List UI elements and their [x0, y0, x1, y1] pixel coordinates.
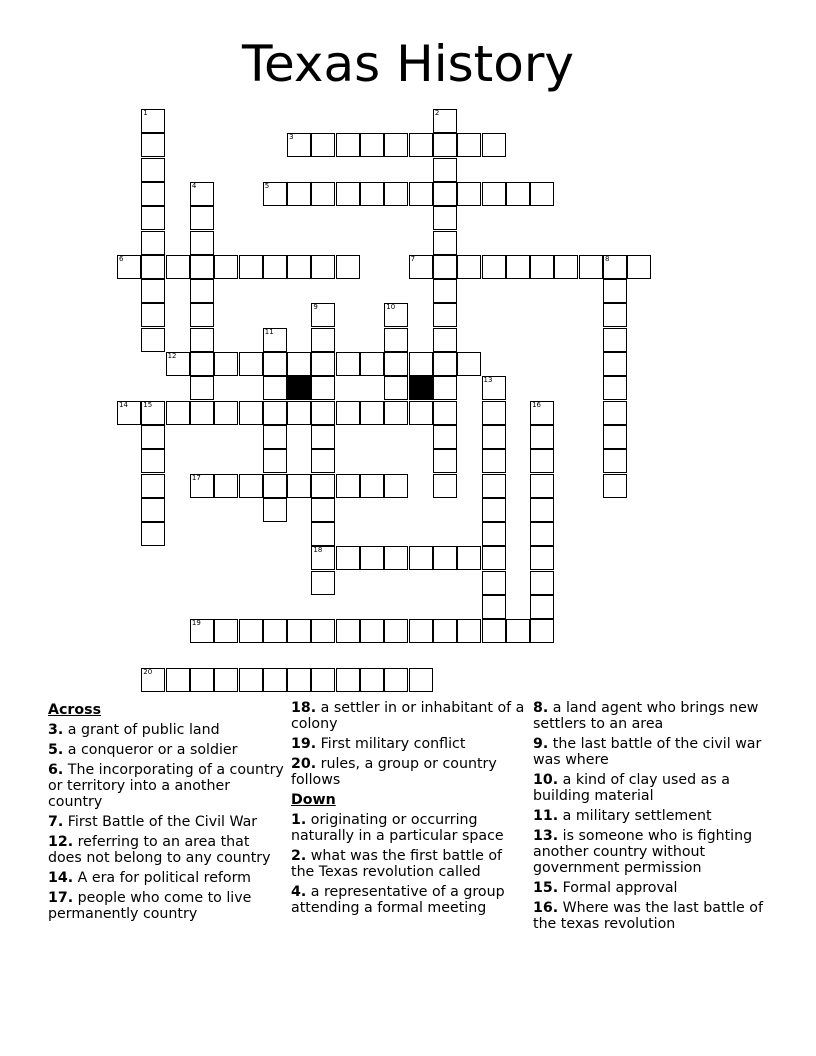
grid-cell[interactable]	[336, 133, 360, 157]
grid-cell[interactable]	[360, 546, 384, 570]
grid-cell[interactable]	[190, 231, 214, 255]
clue-number: 11.	[533, 808, 559, 824]
grid-cell[interactable]	[360, 352, 384, 376]
grid-cell[interactable]	[482, 449, 506, 473]
clue-text: a grant of public land	[67, 722, 220, 738]
grid-cell[interactable]	[506, 255, 530, 279]
clue-text: a kind of clay used as a building material	[533, 772, 730, 804]
grid-cell[interactable]	[190, 619, 214, 643]
grid-cell[interactable]	[384, 376, 408, 400]
grid-cell[interactable]	[384, 303, 408, 327]
clue-number: 16.	[533, 900, 559, 916]
clue-number-label: 1	[143, 109, 148, 117]
grid-cell[interactable]	[263, 401, 287, 425]
grid-cell[interactable]	[141, 231, 165, 255]
grid-cell[interactable]	[433, 449, 457, 473]
grid-cell[interactable]	[166, 352, 190, 376]
grid-cell[interactable]	[603, 376, 627, 400]
clue-number: 9.	[533, 736, 549, 752]
grid-cell[interactable]	[433, 376, 457, 400]
grid-cell[interactable]	[384, 401, 408, 425]
clue-number: 13.	[533, 828, 559, 844]
grid-block-cell	[287, 376, 311, 400]
grid-cell[interactable]	[627, 255, 651, 279]
grid-cell[interactable]	[141, 133, 165, 157]
grid-cell[interactable]	[141, 279, 165, 303]
clue-number-label: 15	[143, 400, 153, 409]
grid-cell[interactable]	[482, 595, 506, 619]
grid-cell[interactable]	[433, 109, 457, 133]
clue-text: is someone who is fighting another country without government permission	[533, 828, 753, 876]
grid-cell[interactable]	[311, 133, 335, 157]
clue-number-label: 12	[167, 352, 177, 360]
grid-cell[interactable]	[433, 279, 457, 303]
clue-text: referring to an area that does not belong to any country	[48, 834, 271, 866]
grid-cell[interactable]	[190, 376, 214, 400]
down-heading: Down	[291, 792, 336, 808]
clue-number: 6.	[48, 762, 64, 778]
grid-cell[interactable]	[433, 231, 457, 255]
grid-cell[interactable]	[311, 668, 335, 692]
grid-cell[interactable]	[482, 474, 506, 498]
grid-cell[interactable]	[190, 352, 214, 376]
grid-cell[interactable]	[457, 182, 481, 206]
down-clue	[291, 848, 527, 880]
grid-cell[interactable]	[263, 376, 287, 400]
grid-cell[interactable]	[263, 328, 287, 352]
grid-cell[interactable]	[482, 498, 506, 522]
grid-cell[interactable]	[482, 546, 506, 570]
grid-cell[interactable]	[603, 474, 627, 498]
grid-cell[interactable]	[409, 668, 433, 692]
grid-cell[interactable]	[336, 474, 360, 498]
grid-cell[interactable]	[457, 255, 481, 279]
grid-cell[interactable]	[141, 158, 165, 182]
grid-cell[interactable]	[603, 303, 627, 327]
clue-text: a military settlement	[562, 808, 712, 824]
clue-number: 17.	[48, 890, 74, 906]
grid-cell[interactable]	[190, 279, 214, 303]
grid-cell[interactable]	[214, 401, 238, 425]
grid-cell[interactable]	[166, 401, 190, 425]
grid-cell[interactable]	[287, 133, 311, 157]
clue-number: 7.	[48, 814, 64, 830]
grid-cell[interactable]	[239, 619, 263, 643]
down-clue	[291, 812, 527, 844]
grid-cell[interactable]	[482, 425, 506, 449]
grid-cell[interactable]	[360, 474, 384, 498]
grid-cell[interactable]	[287, 668, 311, 692]
grid-cell[interactable]	[311, 474, 335, 498]
grid-cell[interactable]	[530, 474, 554, 498]
grid-cell[interactable]	[311, 619, 335, 643]
grid-cell[interactable]	[263, 619, 287, 643]
grid-cell[interactable]	[433, 546, 457, 570]
grid-cell[interactable]	[311, 376, 335, 400]
grid-cell[interactable]	[433, 206, 457, 230]
grid-cell[interactable]	[530, 255, 554, 279]
grid-cell[interactable]	[409, 133, 433, 157]
grid-cell[interactable]	[384, 546, 408, 570]
grid-cell[interactable]	[603, 425, 627, 449]
grid-cell[interactable]	[311, 571, 335, 595]
grid-cell[interactable]	[457, 619, 481, 643]
clues-column-2	[291, 700, 527, 920]
grid-cell[interactable]	[433, 303, 457, 327]
clues-column-1	[48, 700, 284, 926]
grid-cell[interactable]	[214, 668, 238, 692]
grid-cell[interactable]	[482, 133, 506, 157]
grid-cell[interactable]	[239, 474, 263, 498]
clue-number: 18.	[291, 700, 317, 716]
across-clue	[48, 762, 284, 810]
grid-cell[interactable]	[336, 668, 360, 692]
clue-number: 3.	[48, 722, 64, 738]
down-clue	[533, 828, 773, 876]
clue-number: 8.	[533, 700, 549, 716]
grid-cell[interactable]	[360, 182, 384, 206]
grid-cell[interactable]	[141, 182, 165, 206]
grid-cell[interactable]	[239, 668, 263, 692]
grid-cell[interactable]	[141, 425, 165, 449]
grid-cell[interactable]	[311, 182, 335, 206]
grid-cell[interactable]	[482, 255, 506, 279]
grid-cell[interactable]	[263, 449, 287, 473]
down-clue	[533, 772, 773, 804]
grid-cell[interactable]	[384, 668, 408, 692]
grid-cell[interactable]	[409, 546, 433, 570]
grid-cell[interactable]	[482, 182, 506, 206]
grid-cell[interactable]	[603, 279, 627, 303]
clue-number: 19.	[291, 736, 317, 752]
grid-cell[interactable]	[214, 352, 238, 376]
clue-text: a settler in or inhabitant of a colony	[291, 700, 525, 732]
clue-number: 5.	[48, 742, 64, 758]
grid-cell[interactable]	[141, 668, 165, 692]
grid-cell[interactable]	[311, 352, 335, 376]
clue-number-label: 9	[313, 303, 318, 312]
grid-cell[interactable]	[506, 619, 530, 643]
grid-cell[interactable]	[141, 328, 165, 352]
clue-text: a representative of a group attending a formal meeting	[291, 884, 505, 916]
grid-cell[interactable]	[141, 401, 165, 425]
grid-cell[interactable]	[603, 449, 627, 473]
grid-cell[interactable]	[311, 401, 335, 425]
grid-cell[interactable]	[117, 401, 141, 425]
grid-cell[interactable]	[166, 668, 190, 692]
grid-cell[interactable]	[409, 401, 433, 425]
grid-cell[interactable]	[190, 474, 214, 498]
grid-cell[interactable]	[141, 449, 165, 473]
grid-cell[interactable]	[384, 474, 408, 498]
clue-number-label: 18	[313, 546, 323, 555]
grid-cell[interactable]	[336, 546, 360, 570]
clue-text: the last battle of the civil war was where	[533, 736, 762, 768]
down-clue	[291, 884, 527, 916]
grid-cell[interactable]	[287, 255, 311, 279]
clue-number-label: 6	[119, 254, 124, 263]
grid-cell[interactable]	[263, 425, 287, 449]
grid-cell[interactable]	[433, 352, 457, 376]
grid-cell[interactable]	[287, 182, 311, 206]
grid-cell[interactable]	[530, 595, 554, 619]
grid-block-cell	[409, 376, 433, 400]
grid-cell[interactable]	[311, 303, 335, 327]
grid-cell[interactable]	[287, 619, 311, 643]
grid-cell[interactable]	[311, 255, 335, 279]
clue-number-label: 13	[483, 376, 493, 385]
clue-number-label: 17	[191, 473, 201, 482]
grid-cell[interactable]	[384, 352, 408, 376]
grid-cell[interactable]	[336, 619, 360, 643]
clue-number-label: 20	[143, 667, 153, 676]
grid-cell[interactable]	[190, 303, 214, 327]
grid-cell[interactable]	[530, 571, 554, 595]
grid-cell[interactable]	[433, 401, 457, 425]
clue-number: 1.	[291, 812, 307, 828]
clue-text: A era for political reform	[77, 870, 252, 886]
grid-cell[interactable]	[530, 401, 554, 425]
grid-cell[interactable]	[141, 498, 165, 522]
clues-column-3	[533, 700, 773, 936]
grid-cell[interactable]	[336, 255, 360, 279]
clue-number-label: 4	[191, 181, 197, 190]
grid-cell[interactable]	[336, 401, 360, 425]
clue-text: Formal approval	[562, 880, 678, 896]
grid-cell[interactable]	[190, 328, 214, 352]
grid-cell[interactable]	[409, 182, 433, 206]
grid-cell[interactable]	[190, 206, 214, 230]
grid-cell[interactable]	[482, 619, 506, 643]
grid-cell[interactable]	[117, 255, 141, 279]
down-clue	[533, 736, 773, 768]
across-clue	[48, 870, 284, 886]
grid-cell[interactable]	[603, 328, 627, 352]
grid-cell[interactable]	[433, 425, 457, 449]
grid-cell[interactable]	[336, 352, 360, 376]
clue-number-label: 2	[434, 109, 440, 117]
across-clue	[291, 736, 527, 752]
grid-cell[interactable]	[457, 352, 481, 376]
grid-cell[interactable]	[141, 255, 165, 279]
grid-cell[interactable]	[360, 668, 384, 692]
grid-cell[interactable]	[384, 328, 408, 352]
grid-cell[interactable]	[360, 401, 384, 425]
grid-cell[interactable]	[433, 255, 457, 279]
clue-number-label: 8	[605, 254, 610, 263]
clue-number-label: 11	[264, 327, 274, 336]
grid-cell[interactable]	[166, 255, 190, 279]
grid-cell[interactable]	[287, 401, 311, 425]
grid-cell[interactable]	[263, 352, 287, 376]
grid-cell[interactable]	[530, 619, 554, 643]
grid-cell[interactable]	[263, 668, 287, 692]
clue-number-label: 5	[264, 181, 270, 190]
clue-number-label: 14	[119, 400, 128, 409]
clue-number: 4.	[291, 884, 307, 900]
clue-number-label: 19	[191, 619, 201, 628]
grid-cell[interactable]	[482, 376, 506, 400]
grid-cell[interactable]	[482, 571, 506, 595]
grid-cell[interactable]	[311, 498, 335, 522]
grid-cell[interactable]	[603, 255, 627, 279]
down-clue	[533, 900, 773, 932]
clue-number: 12.	[48, 834, 74, 850]
grid-cell[interactable]	[311, 546, 335, 570]
clue-text: rules, a group or country follows	[291, 756, 497, 788]
clue-number-label: 10	[386, 303, 396, 312]
grid-cell[interactable]	[360, 133, 384, 157]
grid-cell[interactable]	[409, 255, 433, 279]
across-clue	[291, 700, 527, 732]
grid-cell[interactable]	[141, 474, 165, 498]
grid-cell[interactable]	[482, 522, 506, 546]
grid-cell[interactable]	[433, 182, 457, 206]
clue-number: 15.	[533, 880, 559, 896]
grid-cell[interactable]	[287, 474, 311, 498]
clue-number: 20.	[291, 756, 317, 772]
grid-cell[interactable]	[141, 206, 165, 230]
clue-text: originating or occurring naturally in a particular space	[291, 812, 504, 844]
clue-number-label: 16	[532, 400, 542, 409]
grid-cell[interactable]	[457, 133, 481, 157]
grid-cell[interactable]	[384, 182, 408, 206]
grid-cell[interactable]	[433, 133, 457, 157]
across-clue	[48, 814, 284, 830]
clue-text: a land agent who brings new settlers to an area	[533, 700, 759, 732]
grid-cell[interactable]	[263, 182, 287, 206]
grid-cell[interactable]	[190, 182, 214, 206]
grid-cell[interactable]	[603, 352, 627, 376]
grid-cell[interactable]	[239, 255, 263, 279]
grid-cell[interactable]	[214, 474, 238, 498]
clue-text: First Battle of the Civil War	[67, 814, 258, 830]
across-clue	[48, 742, 284, 758]
grid-cell[interactable]	[214, 619, 238, 643]
across-clue	[48, 722, 284, 738]
grid-cell[interactable]	[263, 474, 287, 498]
grid-cell[interactable]	[457, 546, 481, 570]
grid-cell[interactable]	[384, 619, 408, 643]
grid-cell[interactable]	[530, 546, 554, 570]
grid-cell[interactable]	[530, 449, 554, 473]
across-heading: Across	[48, 702, 102, 718]
across-clue	[48, 834, 284, 866]
grid-cell[interactable]	[311, 328, 335, 352]
clue-number: 14.	[48, 870, 74, 886]
grid-cell[interactable]	[141, 303, 165, 327]
grid-cell[interactable]	[311, 522, 335, 546]
grid-cell[interactable]	[554, 255, 578, 279]
grid-cell[interactable]	[530, 498, 554, 522]
grid-cell[interactable]	[482, 401, 506, 425]
clue-number: 2.	[291, 848, 307, 864]
grid-cell[interactable]	[433, 158, 457, 182]
grid-cell[interactable]	[190, 668, 214, 692]
clue-number-label: 7	[410, 254, 416, 263]
grid-cell[interactable]	[190, 401, 214, 425]
grid-cell[interactable]	[433, 619, 457, 643]
grid-cell[interactable]	[433, 328, 457, 352]
clue-text: Where was the last battle of the texas revolution	[533, 900, 763, 932]
grid-cell[interactable]	[530, 425, 554, 449]
down-clue	[533, 700, 773, 732]
grid-cell[interactable]	[239, 401, 263, 425]
grid-cell[interactable]	[141, 522, 165, 546]
grid-cell[interactable]	[141, 109, 165, 133]
clue-text: The incorporating of a country or territory into a another country	[48, 762, 284, 810]
clue-text: a conqueror or a soldier	[67, 742, 238, 758]
grid-cell[interactable]	[603, 401, 627, 425]
clue-number: 10.	[533, 772, 559, 788]
across-clue	[48, 890, 284, 922]
clue-text: people who come to live permanently country	[48, 890, 252, 922]
down-clue	[533, 880, 773, 896]
page-title: Texas History	[242, 35, 574, 93]
grid-cell[interactable]	[506, 182, 530, 206]
down-clue	[533, 808, 773, 824]
grid-cell[interactable]	[239, 352, 263, 376]
grid-cell[interactable]	[287, 352, 311, 376]
grid-cell[interactable]	[263, 255, 287, 279]
grid-cell[interactable]	[530, 182, 554, 206]
grid-cell[interactable]	[409, 619, 433, 643]
clue-text: First military conflict	[320, 736, 466, 752]
grid-cell[interactable]	[360, 619, 384, 643]
grid-cell[interactable]	[311, 449, 335, 473]
grid-cell[interactable]	[530, 522, 554, 546]
grid-cell[interactable]	[409, 352, 433, 376]
grid-cell[interactable]	[433, 474, 457, 498]
grid-cell[interactable]	[384, 133, 408, 157]
grid-cell[interactable]	[214, 255, 238, 279]
grid-cell[interactable]	[190, 255, 214, 279]
grid-cell[interactable]	[311, 425, 335, 449]
across-clue	[291, 756, 527, 788]
grid-cell[interactable]	[263, 498, 287, 522]
clue-number-label: 3	[289, 133, 294, 142]
grid-cell[interactable]	[336, 182, 360, 206]
clue-text: what was the first battle of the Texas revolution called	[291, 848, 503, 880]
grid-cell[interactable]	[579, 255, 603, 279]
